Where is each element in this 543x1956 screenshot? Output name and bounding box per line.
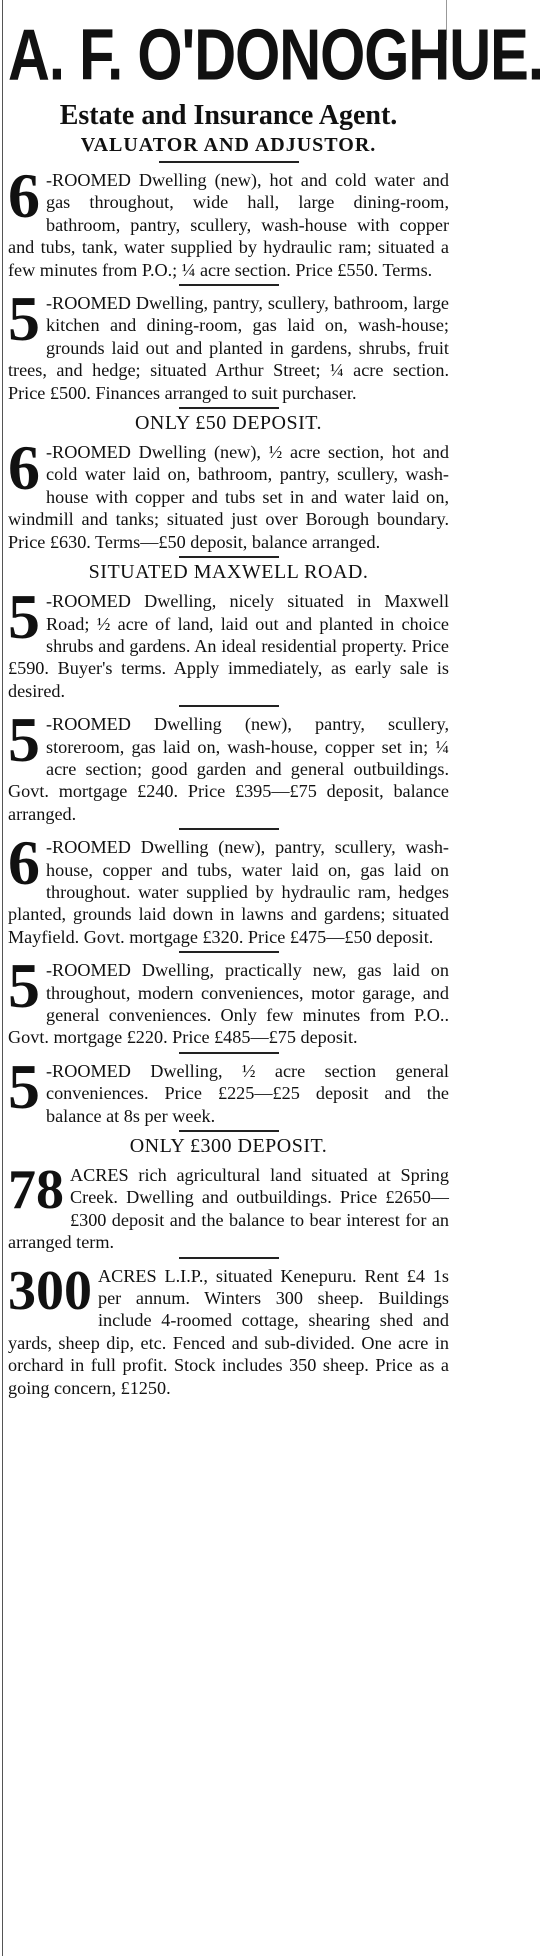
listing-text: ACRES L.I.P., situated Kenepuru. Rent £4 1s per annum. Winters 300 sheep. Buildings include 4-roomed cottage, shearing shed and yards, sheep dip, etc. Fenced and sub-divided. One acre in orchard in full profit. Stock includes 350 sheep. Price as a going concern, £1250. [8, 1265, 449, 1398]
advertiser-trade: Estate and Insurance Agent. [59, 100, 398, 131]
listing-dropcap: 6 [8, 827, 40, 899]
section-divider [179, 1130, 279, 1132]
listing-item [8, 160, 449, 281]
listing-item [8, 1050, 449, 1127]
listing-heading: SITUATED MAXWELL ROAD. [88, 561, 369, 584]
listing-dropcap: 5 [8, 283, 40, 355]
listing-item [8, 283, 449, 404]
advertiser-services: VALUATOR AND ADJUSTOR. [80, 134, 377, 156]
listing-dropcap: 5 [8, 581, 40, 653]
listing-item [8, 827, 449, 948]
listing-item [8, 950, 449, 1049]
section-divider [179, 284, 279, 286]
section-divider [179, 828, 279, 830]
listing-item [8, 704, 449, 825]
listing-text: ACRES rich agricultural land situated at Spring Creek. Dwelling and outbuildings. Price £2650—£300 deposit and the balance to bear interest for an arranged term. [8, 1165, 449, 1253]
listing-item [8, 432, 449, 553]
listing-text: -ROOMED Dwelling (new), pantry, scullery, wash-house, copper and tubs, water laid on, gas laid on throughout. water supplied by hydraulic ram, hedges planted, grounds laid down in lawns and gardens; situated Mayfield. Govt. mortgage £320. Price £475—£50 deposit. [8, 837, 449, 947]
listing-text: -ROOMED Dwelling, pantry, scullery, bathroom, large kitchen and dining-room, gas laid on, wash-house; grounds laid out and planted in gardens, shrubs, fruit trees, and hedge; situated Arthur Street; ¼ acre section. Price £500. Finances arranged to suit purchaser. [8, 293, 449, 403]
listing-text: -ROOMED Dwelling (new), hot and cold water and gas throughout, wide hall, large dining-room, bathroom, pantry, scullery, wash-house with copper and tubs, tank, water supplied by hydraulic ram; situated a few minutes from P.O.; ¼ acre section. Price £550. Terms. [8, 170, 449, 280]
section-divider [159, 161, 299, 163]
listing-text: -ROOMED Dwelling, ½ acre section general conveniences. Price £225—£25 deposit and the balance at 8s per week. [46, 1060, 449, 1126]
section-divider [179, 407, 279, 409]
listing-dropcap: 6 [8, 160, 40, 231]
section-divider [179, 705, 279, 707]
listing-text: -ROOMED Dwelling, nicely situated in Maxwell Road; ½ acre of land, laid out and planted in choice shrubs and gardens. An ideal residential property. Price £590. Buyer's terms. Apply immediately, as early sale is desired. [8, 591, 449, 701]
listing-dropcap: 5 [8, 1050, 40, 1122]
listing-heading: ONLY £300 DEPOSIT. [129, 1135, 328, 1158]
listings [8, 161, 449, 1399]
section-divider [179, 1052, 279, 1054]
listing-dropcap: 300 [8, 1259, 92, 1322]
listing-text: -ROOMED Dwelling (new), pantry, scullery, storeroom, gas laid on, wash-house, copper set in; ¼ acre section; good garden and general outbuildings. Govt. mortgage £240. Price £395—£75 deposit, balance arranged. [8, 714, 449, 824]
section-divider [179, 951, 279, 953]
section-divider [179, 1257, 279, 1259]
section-divider [179, 556, 279, 558]
listing-text: -ROOMED Dwelling (new), ½ acre section, hot and cold water laid on, bathroom, pantry, scullery, wash-house with copper and tubs set in and water laid on, windmill and tanks; situated just over Borough boundary. Price £630. Terms—£50 deposit, balance arranged. [8, 442, 449, 552]
listing-dropcap: 5 [8, 704, 40, 776]
listing-heading: ONLY £50 DEPOSIT. [134, 412, 323, 435]
listing-item [8, 581, 449, 702]
listing-item [8, 1159, 449, 1254]
listing-dropcap: 5 [8, 950, 40, 1022]
listing-dropcap: 6 [8, 432, 40, 504]
advertiser-name: A. F. O'DONOGHUE. [8, 14, 543, 96]
listing-item [8, 1259, 449, 1399]
listing-text: -ROOMED Dwelling, practically new, gas laid on throughout, modern conveniences, motor garage, and general conveniences. Only few minutes from P.O.. Govt. mortgage £220. Price £485—£75 deposit. [8, 960, 449, 1048]
listing-dropcap: 78 [8, 1159, 64, 1222]
